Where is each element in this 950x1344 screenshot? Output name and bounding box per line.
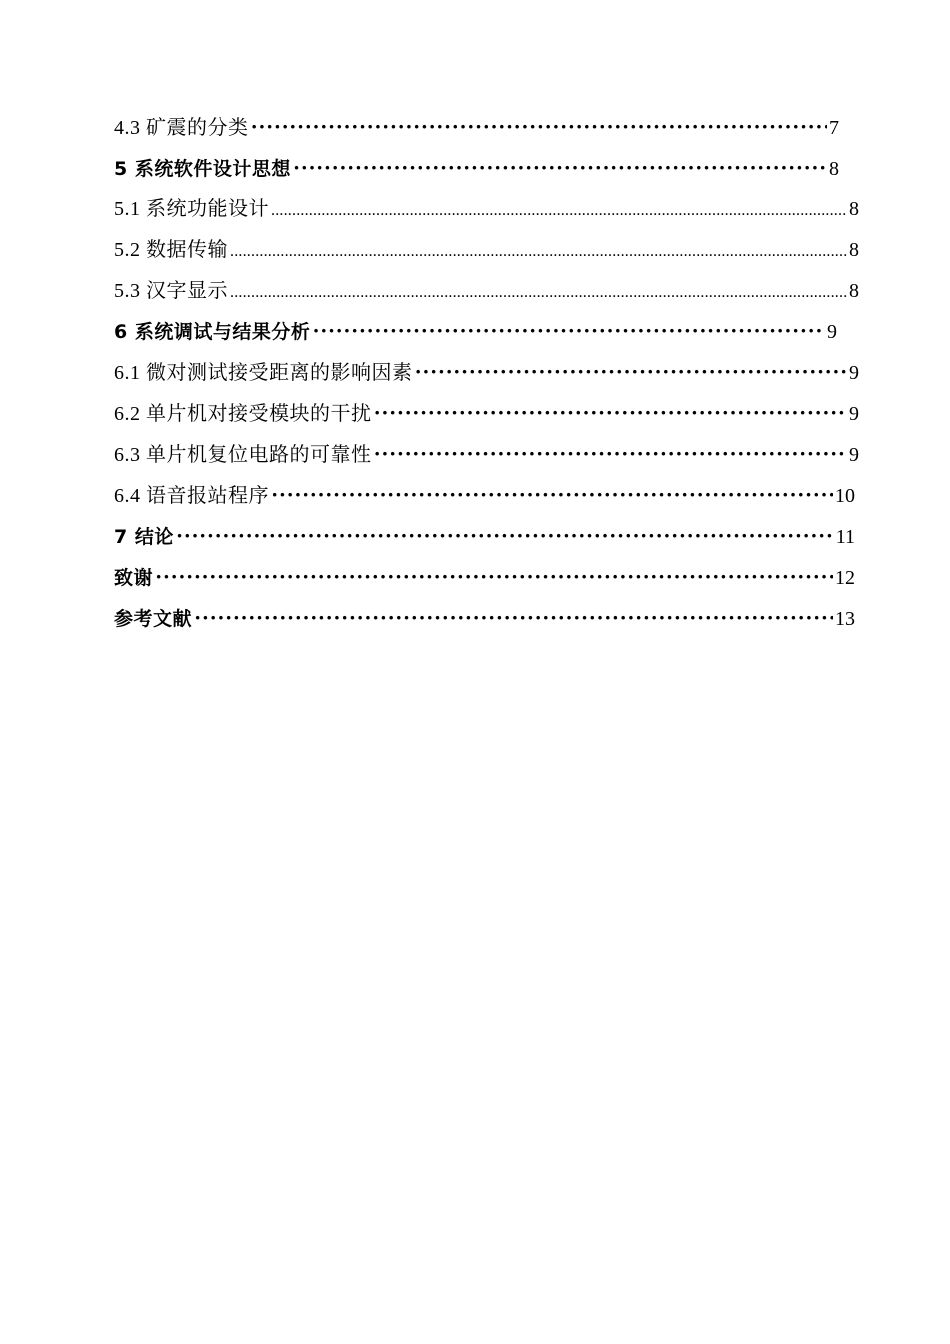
- toc-entry-page: 10: [835, 485, 855, 508]
- toc-entry-page: 12: [835, 566, 855, 589]
- toc-entry[interactable]: [114, 148, 839, 189]
- toc-entry-page: 11: [835, 525, 855, 548]
- toc-dot-leader: [271, 191, 847, 232]
- toc-entry-title: 6 系统调试与结果分析: [114, 321, 311, 344]
- toc-dot-leader: [293, 148, 827, 189]
- toc-entry-title: 6.2 单片机对接受模块的干扰: [114, 403, 372, 426]
- toc-entry[interactable]: [114, 189, 859, 230]
- toc-entry-page: 9: [849, 444, 859, 467]
- toc-entry-page: 9: [849, 403, 859, 426]
- toc-entry-title: 6.4 语音报站程序: [114, 485, 269, 508]
- toc-dot-leader: [155, 557, 833, 598]
- toc-entry-page: 7: [829, 117, 839, 139]
- toc-entry-title: 5 系统软件设计思想: [114, 157, 291, 180]
- toc-entry-title: 5.2 数据传输: [114, 238, 228, 261]
- toc-entry-title: 参考文献: [114, 607, 193, 630]
- toc-entry-title: 致谢: [114, 566, 154, 589]
- toc-dot-leader: [271, 475, 833, 516]
- toc-entry-page: 8: [849, 238, 859, 261]
- toc-dot-leader: [194, 598, 833, 639]
- toc-entry[interactable]: [114, 393, 859, 434]
- toc-entry[interactable]: [114, 311, 837, 352]
- toc-entry-page: 8: [849, 197, 859, 220]
- toc-entry[interactable]: [114, 352, 859, 393]
- toc-entry-page: 9: [849, 362, 859, 385]
- toc-dot-leader: [374, 393, 848, 434]
- toc-entry[interactable]: [114, 434, 859, 475]
- toc-entry[interactable]: [114, 107, 839, 148]
- toc-dot-leader: [312, 311, 825, 352]
- toc-entry-page: 13: [835, 607, 855, 630]
- toc-entry[interactable]: [114, 598, 855, 639]
- toc-dot-leader: [176, 516, 834, 557]
- toc-entry-page: 8: [829, 157, 839, 180]
- toc-dot-leader: [251, 107, 828, 148]
- toc-dot-leader: [374, 434, 848, 475]
- toc-entry-title: 4.3 矿震的分类: [114, 117, 249, 139]
- toc-entry[interactable]: [114, 230, 859, 271]
- toc-entry[interactable]: [114, 271, 859, 312]
- toc-dot-leader: [230, 273, 847, 314]
- toc-entry-page: 9: [827, 321, 837, 344]
- toc-entry[interactable]: [114, 557, 855, 598]
- table-of-contents: [114, 107, 859, 639]
- toc-dot-leader: [230, 232, 847, 273]
- toc-entry[interactable]: [114, 516, 855, 557]
- toc-entry-title: 6.1 微对测试接受距离的影响因素: [114, 362, 413, 385]
- toc-entry-title: 7 结论: [114, 525, 174, 548]
- toc-entry-page: 8: [849, 279, 859, 302]
- toc-entry[interactable]: [114, 475, 855, 516]
- toc-dot-leader: [415, 352, 848, 393]
- toc-entry-title: 5.1 系统功能设计: [114, 197, 269, 220]
- toc-entry-title: 6.3 单片机复位电路的可靠性: [114, 444, 372, 467]
- toc-entry-title: 5.3 汉字显示: [114, 279, 228, 302]
